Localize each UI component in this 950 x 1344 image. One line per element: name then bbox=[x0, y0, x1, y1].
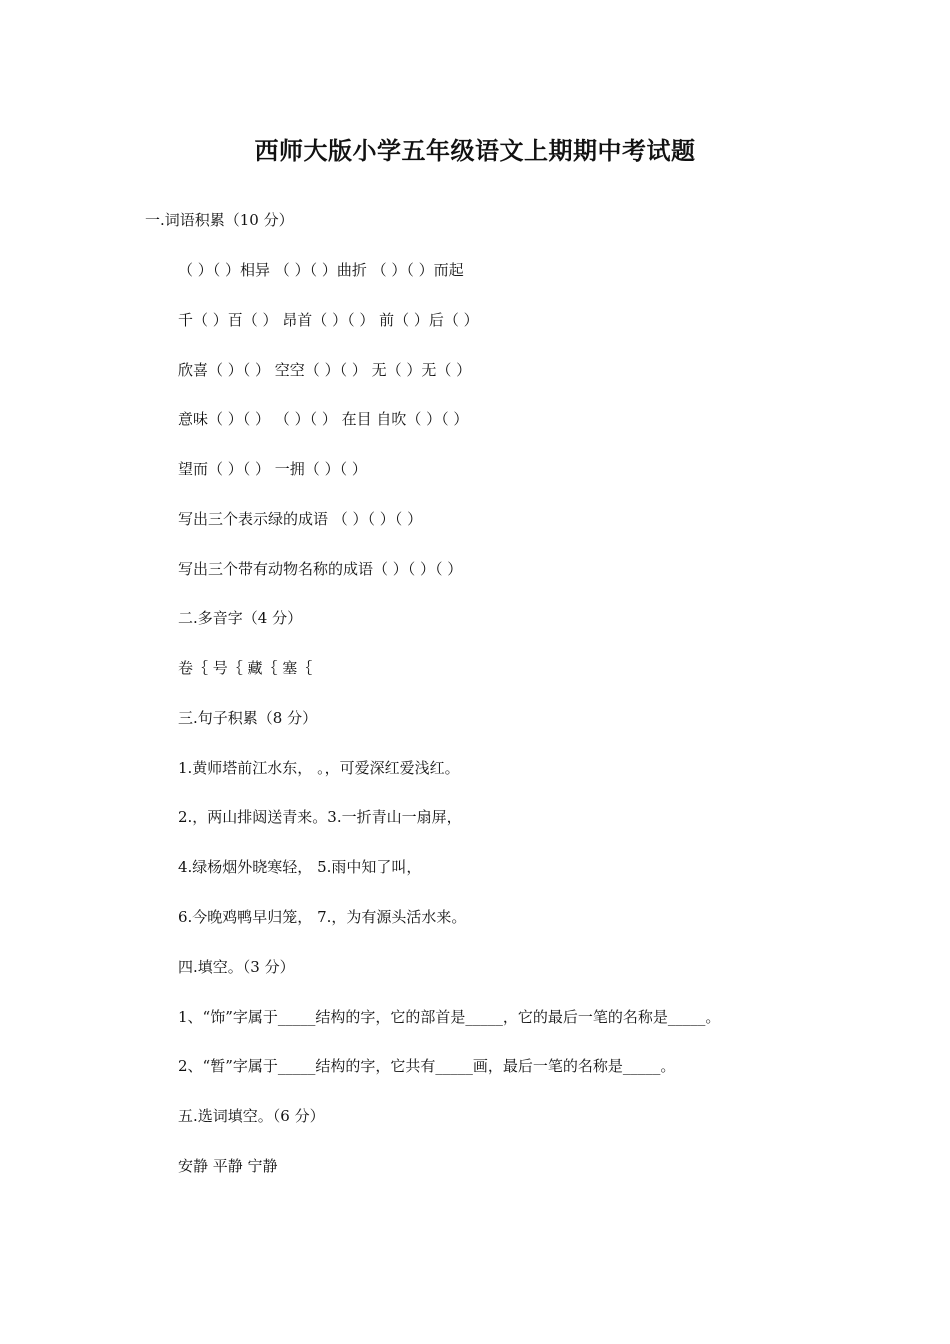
text-line: 卷｛ 号｛ 藏｛ 塞｛ bbox=[178, 659, 313, 677]
text-line: 1.黄师塔前江水东， 。，可爱深红爱浅红。 bbox=[178, 759, 460, 777]
section-heading-fill-in: 四.填空。（3 分） bbox=[178, 958, 295, 976]
text-line: 安静 平静 宁静 bbox=[178, 1157, 278, 1175]
section-heading-sentences: 三.句子积累（8 分） bbox=[178, 709, 318, 727]
text-line: 欣喜（ ）（ ） 空空（ ）（ ） 无（ ）无（ ） bbox=[178, 361, 472, 379]
section-heading-polyphones: 二.多音字（4 分） bbox=[178, 609, 303, 627]
document-title: 西师大版小学五年级语文上期期中考试题 bbox=[254, 137, 696, 165]
text-line: 6.今晚鸡鸭早归笼， 7.，为有源头活水来。 bbox=[178, 908, 467, 926]
text-line: 4.绿杨烟外晓寒轻， 5.雨中知了叫， bbox=[178, 858, 422, 876]
text-line: 2、“暂”字属于_____结构的字，它共有_____画，最后一笔的名称是_____。 bbox=[178, 1057, 676, 1075]
section-heading-vocabulary: 一.词语积累（10 分） bbox=[145, 211, 294, 229]
text-line: 望而（ ）（ ） 一拥（ ）（ ） bbox=[178, 460, 367, 478]
section-heading-word-choice: 五.选词填空。（6 分） bbox=[178, 1107, 325, 1125]
text-line: 1、“饰”字属于_____结构的字，它的部首是_____，它的最后一笔的名称是_____。 bbox=[178, 1008, 721, 1026]
text-line: 意味（ ）（ ） （ ）（ ） 在目 自吹（ ）（ ） bbox=[178, 410, 469, 428]
text-line: 2.，两山排闼送青来。3.一折青山一扇屏， bbox=[178, 808, 462, 826]
text-line: （ ）（ ）相异 （ ）（ ）曲折 （ ）（ ）而起 bbox=[178, 261, 464, 279]
text-line: 写出三个带有动物名称的成语（ ）（ ）（ ） bbox=[178, 560, 463, 578]
text-line: 写出三个表示绿的成语 （ ）（ ）（ ） bbox=[178, 510, 423, 528]
text-line: 千（ ）百（ ） 昂首（ ）（ ） 前（ ）后（ ） bbox=[178, 311, 479, 329]
